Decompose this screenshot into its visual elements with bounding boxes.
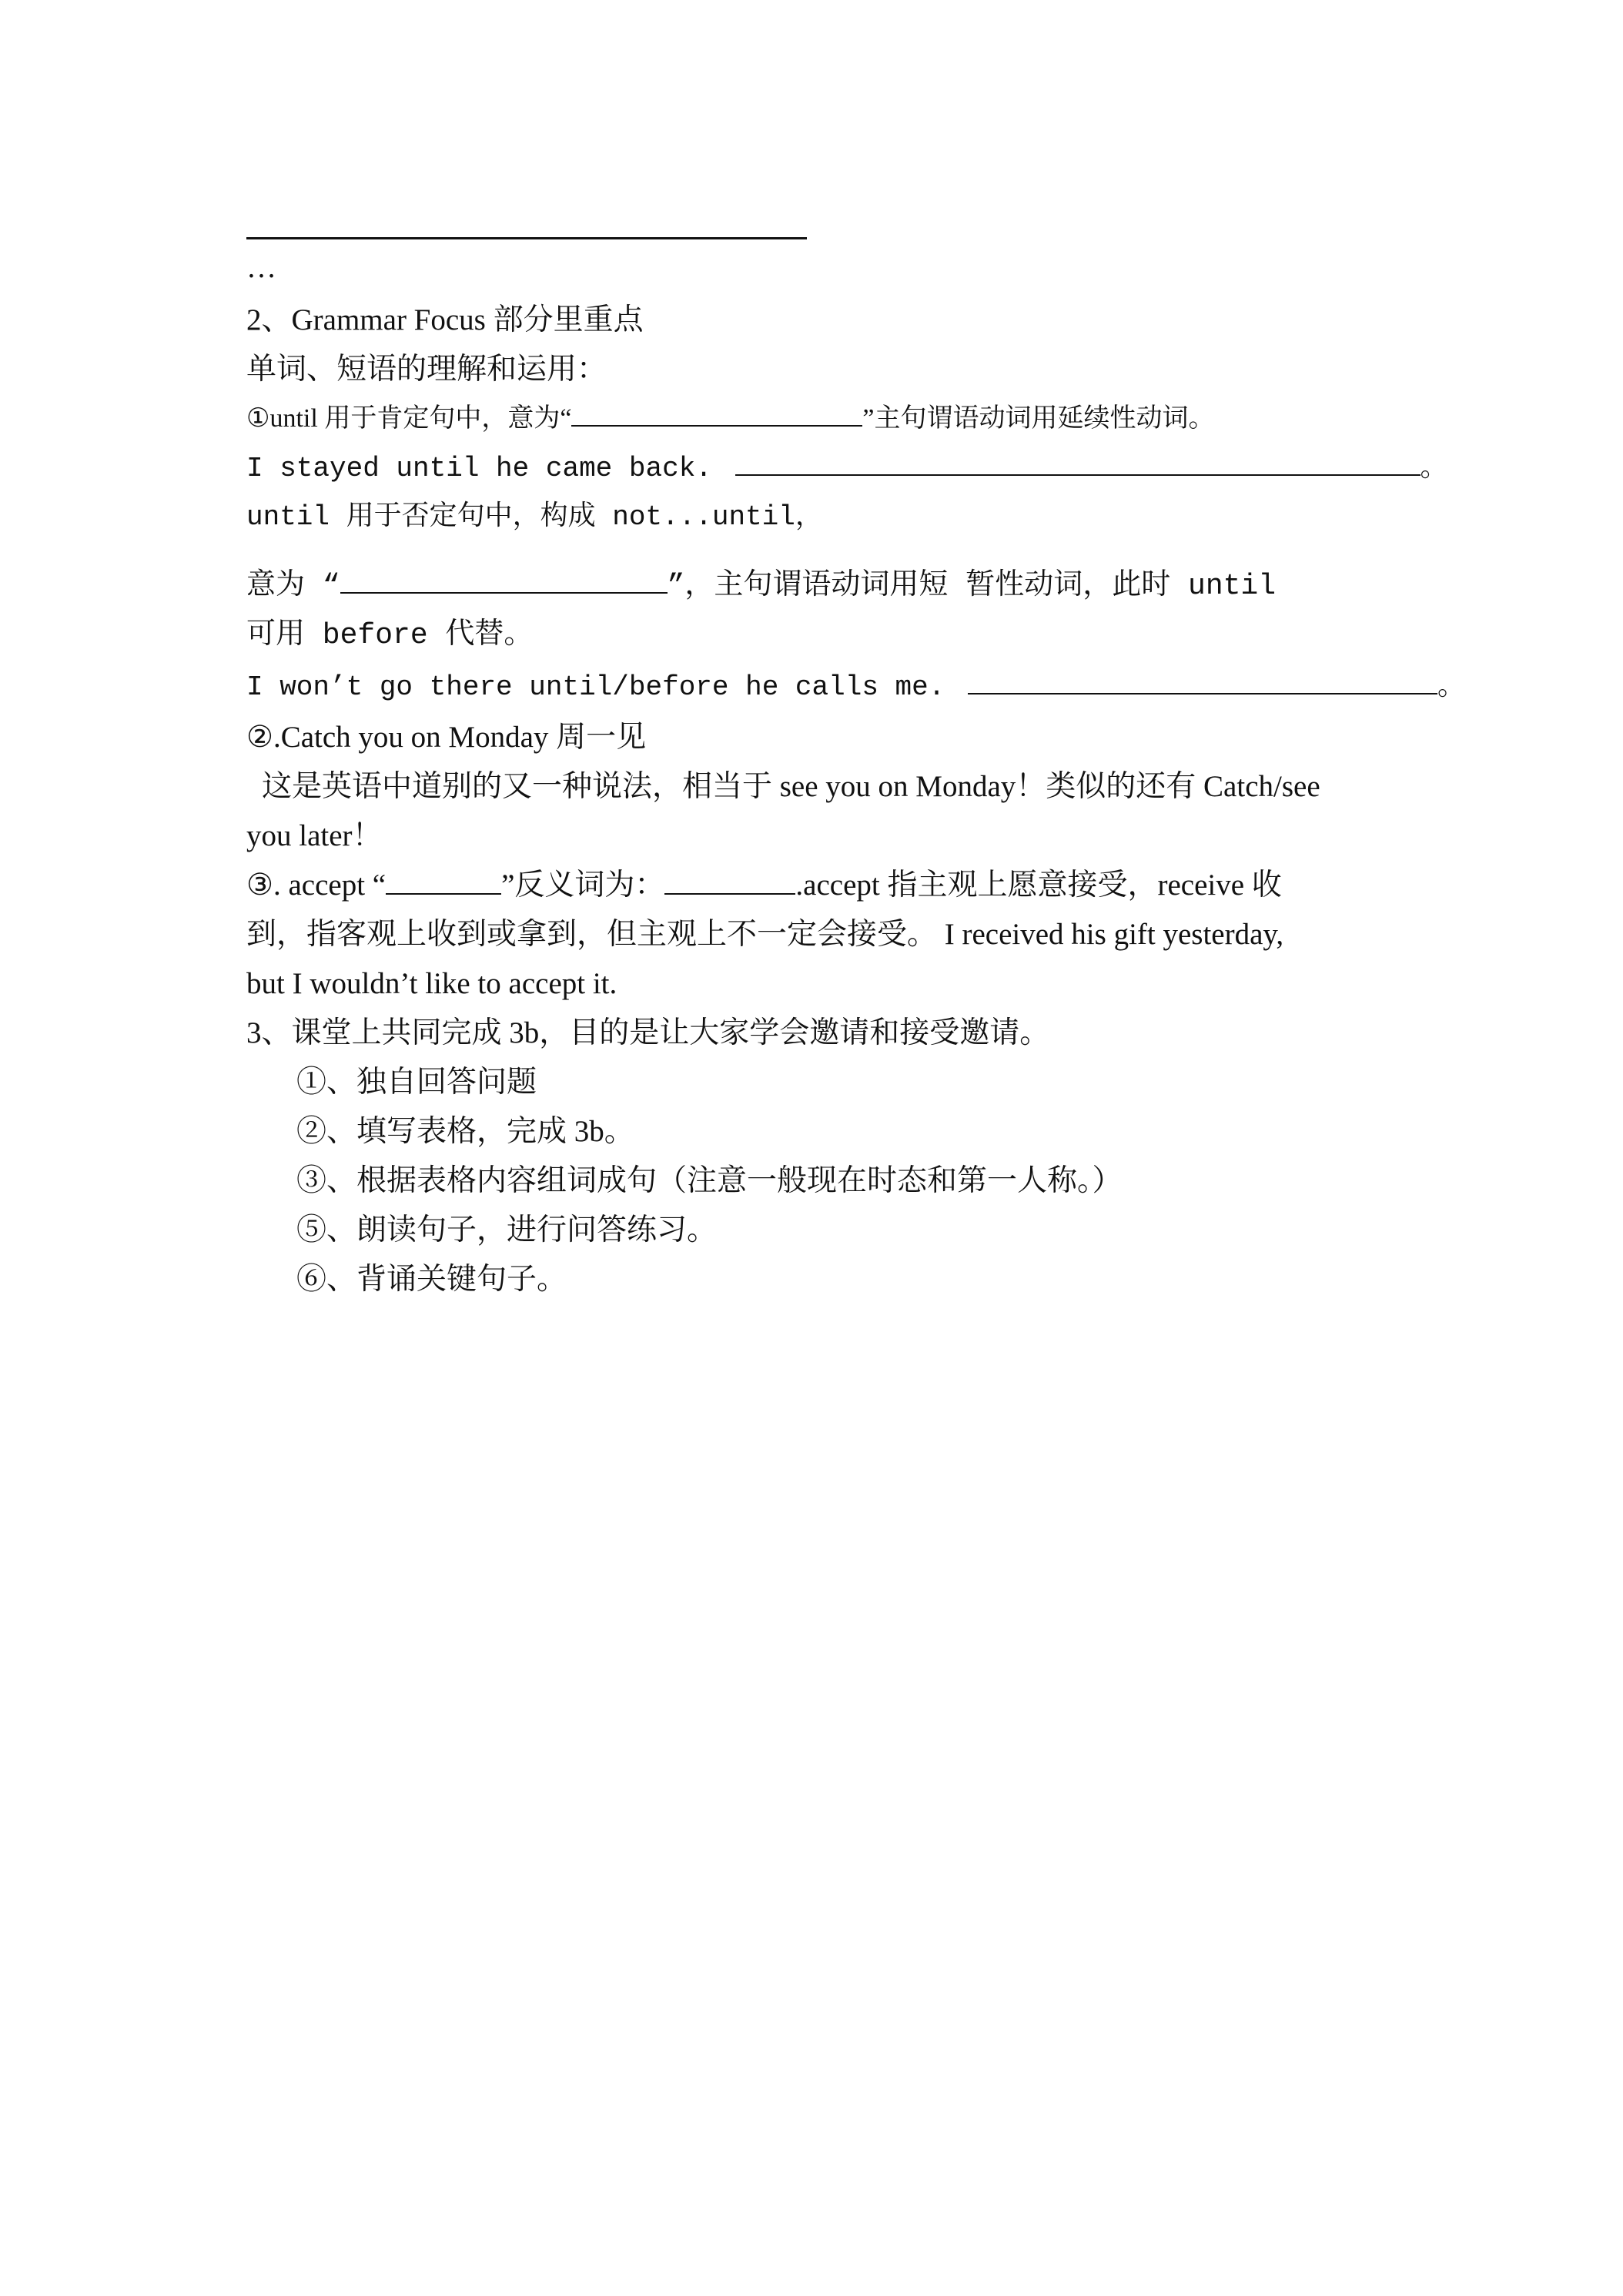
- until-affirmative-text-b: ”主句谓语动词用延续性动词。: [862, 404, 1215, 433]
- until-affirmative-text-a: ①until 用于肯定句中，意为“: [246, 404, 572, 433]
- section-2-subtitle: 单词、短语的理解和运用：: [246, 353, 607, 386]
- before-replacement-line: 可用 before 代替。: [246, 619, 534, 652]
- example-sentence-1-line: [246, 448, 1448, 489]
- until-negative-line: until 用于否定句中，构成 not...until，: [246, 501, 823, 533]
- accept-text-a: ③. accept “: [246, 869, 387, 902]
- step-item: ⑥、背诵关键句子。: [296, 1263, 567, 1296]
- antonym-blank[interactable]: [664, 867, 795, 895]
- accept-text-c: .accept 指主观上愿意接受，receive 收: [795, 869, 1282, 902]
- catch-you-explanation-2: you later！: [246, 819, 383, 852]
- example-sentence-1: I stayed until he came back.: [246, 453, 712, 484]
- accept-line: [246, 865, 1282, 905]
- catch-you-explanation-1: 这是英语中道别的又一种说法，相当于 see you on Monday！类似的还有 Catch/see: [262, 770, 1320, 803]
- step-item: ⑤、朗读句子，进行问答练习。: [296, 1213, 718, 1247]
- accept-explanation-line: 到，指客观上收到或拿到，但主观上不一定会接受。 I received his gift yesterday,: [246, 918, 1284, 951]
- until-meaning-blank[interactable]: [571, 399, 862, 427]
- step-item: ②、填写表格，完成 3b。: [296, 1115, 634, 1148]
- until-affirmative-line: [246, 399, 1215, 439]
- section-3-title: 3、课堂上共同完成 3b，目的是让大家学会邀请和接受邀请。: [246, 1016, 1050, 1049]
- period-2: 。: [1437, 671, 1465, 703]
- section-2-title: 2、Grammar Focus 部分里重点: [246, 303, 644, 336]
- until-negative-meaning-line: [246, 566, 1276, 607]
- top-blank-line: [246, 237, 807, 239]
- step-item: ③、根据表格内容组词成句（注意一般现在时态和第一人称。）: [296, 1164, 1123, 1197]
- until-negative-text-b: ”，主句谓语动词用短 暂性动词，此时 until: [667, 570, 1277, 603]
- example-sentence-2-line: [246, 667, 1465, 708]
- until-negative-text-a: 意为 “: [246, 570, 340, 603]
- translation-blank-1[interactable]: [735, 448, 1421, 476]
- step-item: ①、独自回答问题: [296, 1066, 537, 1099]
- accept-example-line: but I wouldn’t like to accept it.: [246, 967, 617, 1000]
- translation-blank-2[interactable]: [968, 667, 1437, 694]
- catch-you-title: ②.Catch you on Monday 周一见: [246, 721, 647, 754]
- accept-meaning-blank[interactable]: [386, 867, 501, 895]
- example-sentence-2: I won’t go there until/before he calls me.: [246, 671, 945, 703]
- ellipsis: …: [246, 251, 276, 284]
- accept-text-b: ”反义词为：: [501, 869, 665, 902]
- not-until-meaning-blank[interactable]: [340, 566, 668, 594]
- period-1: 。: [1420, 453, 1448, 484]
